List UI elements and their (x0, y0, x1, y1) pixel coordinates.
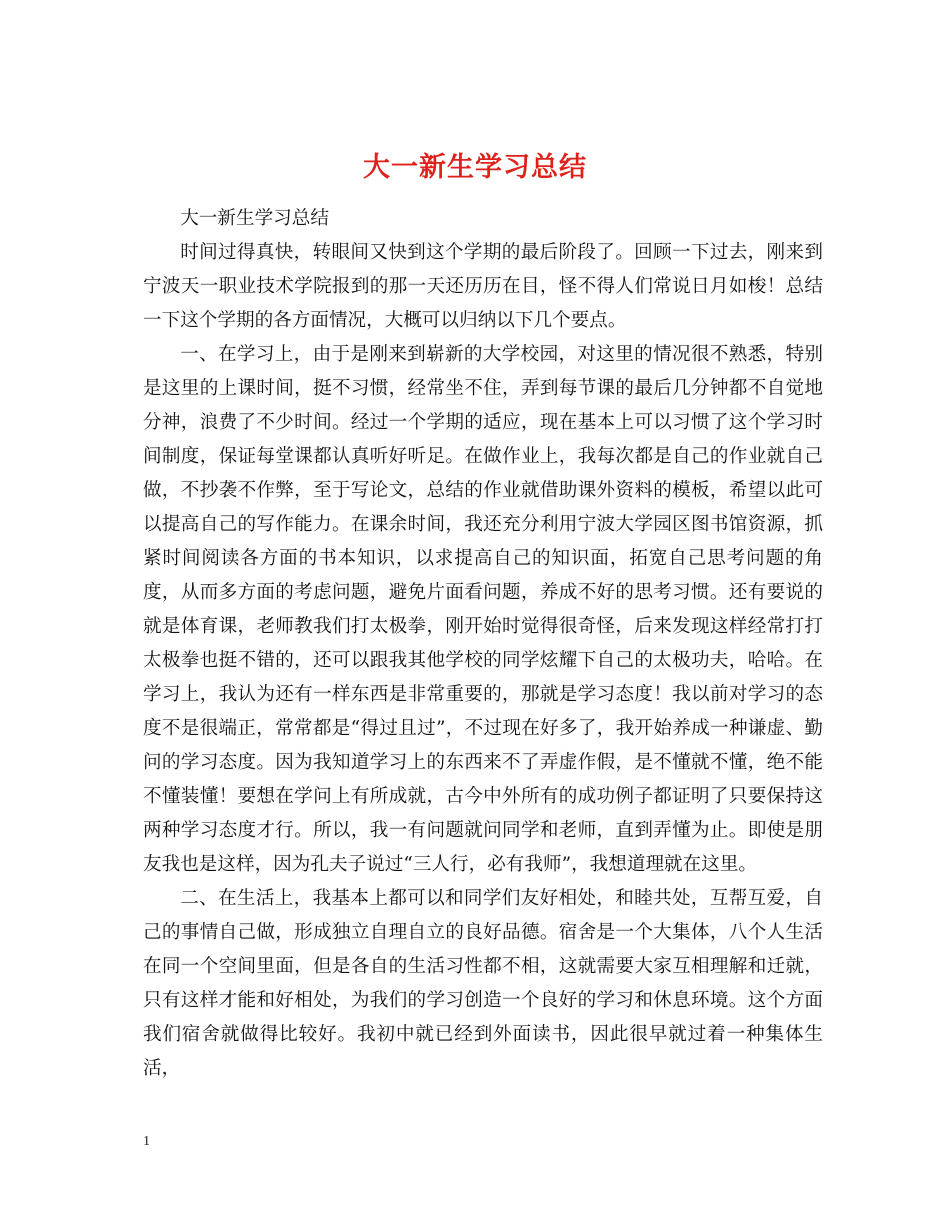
paragraph-life: 二、在生活上，我基本上都可以和同学们友好相处，和睦共处，互帮互爱，自己的事情自己做，形成独立自理自立的良好品德。宿舍是一个大集体，八个人生活在同一个空间里面，但是各自的生活习性都不相，这就需要大家互相理解和迁就，只有这样才能和好相处，为我们的学习创造一个良好的学习和休息环境。这个方面我们宿舍就做得比较好。我初中就已经到外面读书，因此很早就过着一种集体生活， (143, 888, 823, 1079)
paragraph-study: 一、在学习上，由于是刚来到崭新的大学校园，对这里的情况很不熟悉，特别是这里的上课时间，挺不习惯，经常坐不住，弄到每节课的最后几分钟都不自觉地分神，浪费了不少时间。经过一个学期的适应，现在基本上可以习惯了这个学习时间制度，保证每堂课都认真听好听足。在做作业上，我每次都是自己的作业就自己做，不抄袭不作弊，至于写论文，总结的作业就借助课外资料的模板，希望以此可以提高自己的写作能力。在课余时间，我还充分利用宁波大学园区图书馆资源，抓紧时间阅读各方面的书本知识，以求提高自己的知识面，拓宽自己思考问题的角度，从而多方面的考虑问题，避免片面看问题，养成不好的思考习惯。还有要说的就是体育课，老师教我们打太极拳，刚开始时觉得很奇怪，后来发现这样经常打打太极拳也挺不错的，还可以跟我其他学校的同学炫耀下自己的太极功夫，哈哈。在学习上，我认为还有一样东西是非常重要的，那就是学习态度！我以前对学习的态度不是很端正，常常都是“得过且过”，不过现在好多了，我开始养成一种谦虚、勤问的学习态度。因为我知道学习上的东西来不了弄虚作假，是不懂就不懂，绝不能不懂装懂！要想在学问上有所成就，古今中外所有的成功例子都证明了只要保持这两种学习态度才行。所以，我一有问题就问同学和老师，直到弄懂为止。即使是朋友我也是这样，因为孔夫子说过“三人行，必有我师”，我想道理就在这里。 (143, 344, 823, 875)
paragraph-intro: 时间过得真快，转眼间又快到这个学期的最后阶段了。回顾一下过去，刚来到宁波天一职业技术学院报到的那一天还历历在目，怪不得人们常说日月如梭！总结一下这个学期的各方面情况，大概可以归纳以下几个要点。 (143, 242, 823, 331)
document-title: 大一新生学习总结 (363, 152, 587, 184)
document-body (143, 202, 823, 1086)
page-number: 1 (143, 1134, 150, 1149)
paragraph-heading: 大一新生学习总结 (180, 208, 329, 229)
